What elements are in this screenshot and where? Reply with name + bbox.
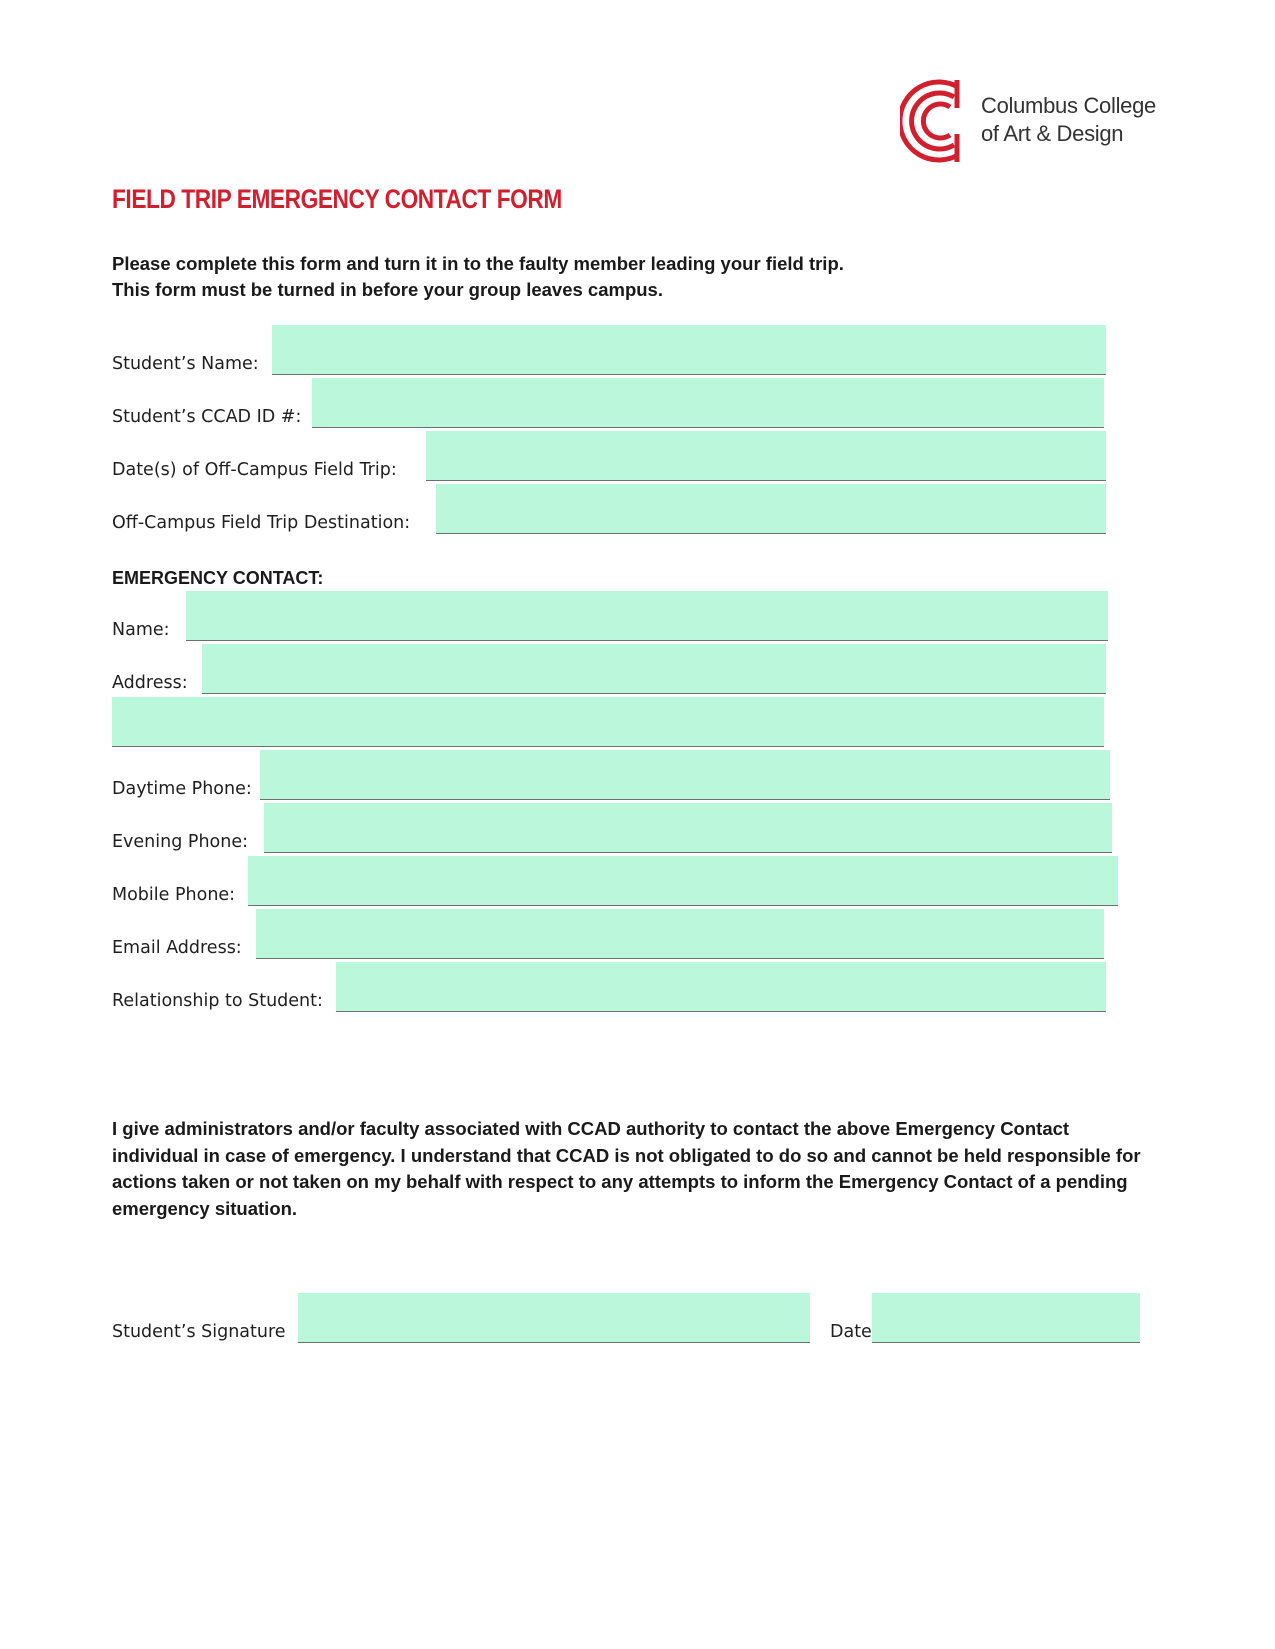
trip-destination-label: Off-Campus Field Trip Destination: <box>112 513 411 533</box>
signature-field[interactable] <box>298 1293 810 1343</box>
trip-dates-label: Date(s) of Off-Campus Field Trip: <box>112 460 397 480</box>
contact-name-label: Name: <box>112 620 170 640</box>
contact-address-line2-row <box>112 697 1106 747</box>
date-row <box>830 1293 1140 1343</box>
contact-address-label: Address: <box>112 673 188 693</box>
form-title: FIELD TRIP EMERGENCY CONTACT FORM <box>112 184 562 214</box>
signature-label: Student’s Signature <box>112 1322 286 1342</box>
evening-phone-label: Evening Phone: <box>112 832 249 852</box>
email-address-row <box>112 909 1106 959</box>
student-id-row <box>112 378 1106 428</box>
daytime-phone-row <box>112 750 1110 800</box>
student-id-label: Student’s CCAD ID #: <box>112 407 302 427</box>
evening-phone-row <box>112 803 1112 853</box>
mobile-phone-row <box>112 856 1118 906</box>
mobile-phone-field[interactable] <box>248 856 1118 906</box>
contact-address-field[interactable] <box>202 644 1106 694</box>
relationship-field[interactable] <box>336 962 1106 1012</box>
student-name-field[interactable] <box>272 325 1106 375</box>
daytime-phone-label: Daytime Phone: <box>112 779 252 799</box>
logo-line-2: of Art & Design <box>981 121 1124 146</box>
email-address-label: Email Address: <box>112 938 242 958</box>
trip-dates-row <box>112 431 1106 481</box>
date-label: Date <box>830 1322 872 1342</box>
trip-dates-field[interactable] <box>426 431 1106 481</box>
contact-address-line2-field[interactable] <box>112 697 1104 747</box>
emergency-contact-heading: EMERGENCY CONTACT: <box>112 568 324 588</box>
mobile-phone-label: Mobile Phone: <box>112 885 236 905</box>
evening-phone-field[interactable] <box>264 803 1112 853</box>
signature-row <box>112 1293 812 1343</box>
student-name-row <box>112 325 1106 375</box>
ccad-logo-mark-icon <box>900 78 970 164</box>
daytime-phone-field[interactable] <box>260 750 1110 800</box>
logo-line-1: Columbus College <box>981 93 1156 118</box>
date-field[interactable] <box>872 1293 1140 1343</box>
relationship-label: Relationship to Student: <box>112 991 323 1011</box>
intro-instructions <box>112 251 844 303</box>
relationship-row <box>112 962 1106 1012</box>
student-id-field[interactable] <box>312 378 1104 428</box>
trip-destination-field[interactable] <box>436 484 1106 534</box>
consent-statement: I give administrators and/or faculty associated with CCAD authority to contact the above Emergency Contact individual in case of emergency. I understand that CCAD is not obligated to do so and cannot be held responsible for actions taken or not taken on my behalf with respect to any attempts to inform the Emergency Contact of a pending emergency situation. <box>112 1118 1141 1219</box>
student-name-label: Student’s Name: <box>112 354 259 374</box>
contact-name-row <box>112 591 1106 641</box>
contact-name-field[interactable] <box>186 591 1108 641</box>
trip-destination-row <box>112 484 1106 534</box>
ccad-logo <box>900 78 1180 164</box>
logo-text <box>981 92 1156 148</box>
email-address-field[interactable] <box>256 909 1104 959</box>
contact-address-row <box>112 644 1106 694</box>
intro-line-1: Please complete this form and turn it in to the faulty member leading your field trip. <box>112 253 844 274</box>
intro-line-2: This form must be turned in before your group leaves campus. <box>112 279 663 300</box>
